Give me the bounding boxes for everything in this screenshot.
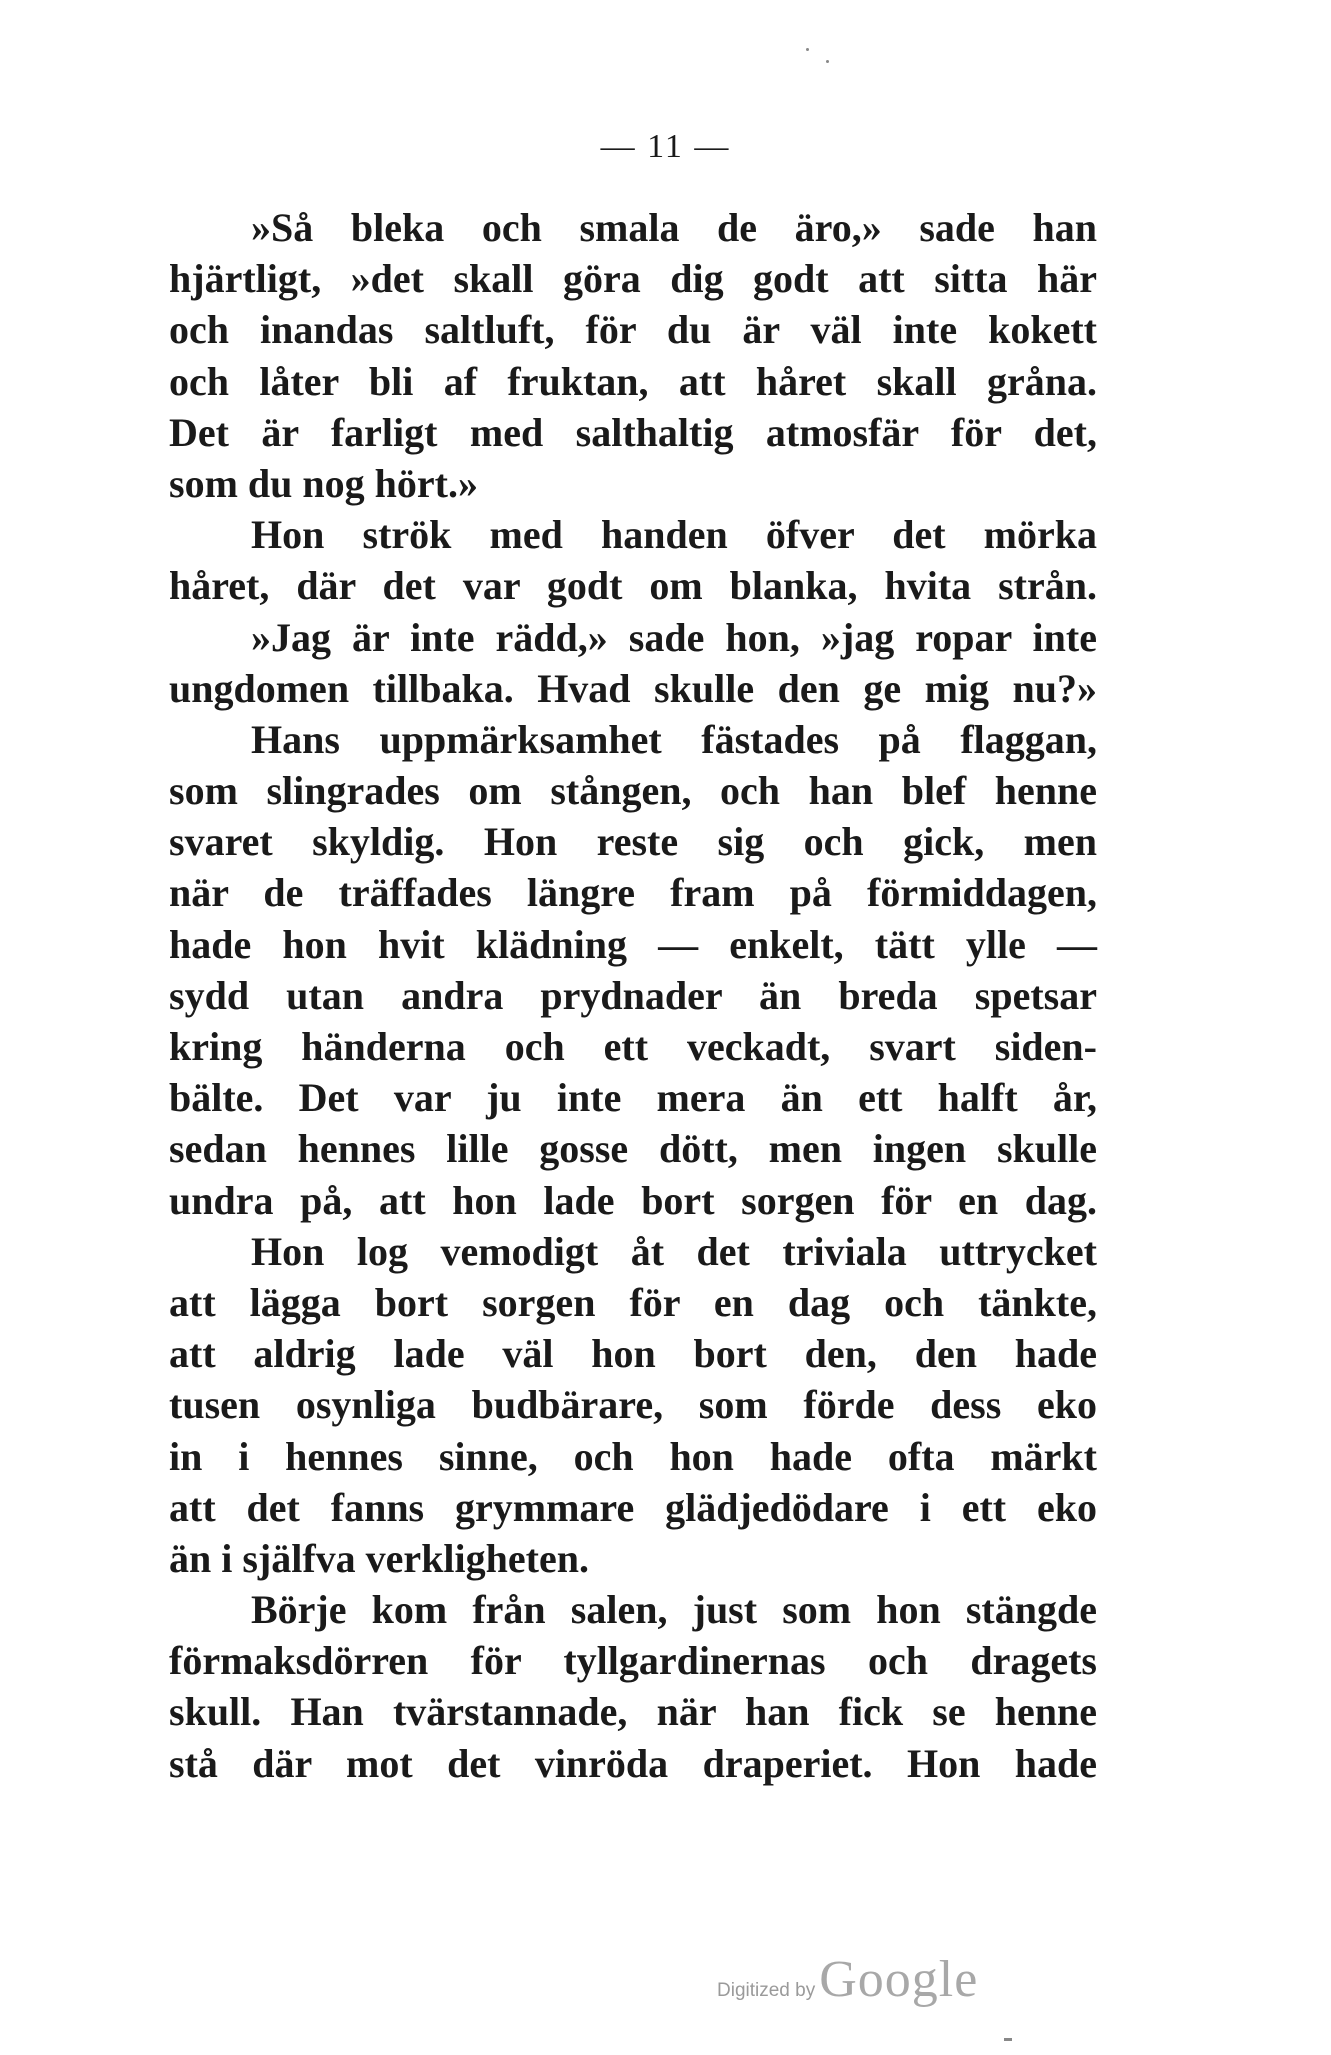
scan-speck [1004, 2038, 1012, 2041]
text-line: och låter bli af fruktan, att håret skall gråna. [169, 358, 1097, 404]
text-line: som slingrades om stången, och han blef henne [169, 768, 1097, 814]
text-line: när de träffades längre fram på förmiddagen, [169, 870, 1097, 916]
text-line: sydd utan andra prydnader än breda spetsar [169, 972, 1097, 1018]
text-line: undra på, att hon lade bort sorgen för en dag. [169, 1177, 1097, 1223]
text-line: Börje kom från salen, just som hon stängde [251, 1587, 1097, 1633]
text-line: hade hon hvit klädning — enkelt, tätt ylle — [169, 921, 1097, 967]
page-number: — 11 — [600, 128, 731, 165]
text-line: Det är farligt med salthaltig atmosfär för det, [169, 409, 1097, 455]
text-line: hjärtligt, »det skall göra dig godt att sitta här [169, 256, 1097, 302]
text-line: »Jag är inte rädd,» sade hon, »jag ropar inte [251, 614, 1097, 660]
google-logo: Google [819, 1951, 979, 2008]
text-line: att lägga bort sorgen för en dag och tänkte, [169, 1279, 1097, 1325]
text-line: att det fanns grymmare glädjedödare i ett eko [169, 1484, 1097, 1530]
text-line: stå där mot det vinröda draperiet. Hon hade [169, 1740, 1097, 1786]
text-line: Hans uppmärksamhet fästades på flaggan, [251, 716, 1097, 762]
text-line: ungdomen tillbaka. Hvad skulle den ge mig nu?» [169, 665, 1097, 711]
scan-speck [806, 48, 809, 51]
text-line: sedan hennes lille gosse dött, men ingen skulle [169, 1126, 1097, 1172]
text-line: förmaksdörren för tyllgardinernas och dragets [169, 1638, 1097, 1684]
text-line: Hon log vemodigt åt det triviala uttrycket [251, 1228, 1097, 1274]
body-text [169, 202, 1097, 1789]
text-line: håret, där det var godt om blanka, hvita strån. [169, 563, 1097, 609]
text-line: och inandas saltluft, för du är väl inte kokett [169, 307, 1097, 353]
digitized-by-watermark [717, 1950, 978, 2009]
text-line: som du nog hört.» [169, 460, 478, 506]
scan-speck [826, 60, 829, 63]
text-line: »Så bleka och smala de äro,» sade han [251, 205, 1097, 250]
text-line: bälte. Det var ju inte mera än ett halft år, [169, 1075, 1097, 1121]
text-line: tusen osynliga budbärare, som förde dess eko [169, 1382, 1097, 1428]
digitized-by-label: Digitized by [717, 1980, 816, 2001]
text-line: att aldrig lade väl hon bort den, den hade [169, 1331, 1097, 1377]
text-line: in i hennes sinne, och hon hade ofta märkt [169, 1433, 1097, 1479]
text-line: skull. Han tvärstannade, när han fick se henne [169, 1689, 1097, 1735]
text-line: än i själfva verkligheten. [169, 1535, 589, 1581]
text-line: Hon strök med handen öfver det mörka [251, 512, 1097, 558]
text-line: svaret skyldig. Hon reste sig och gick, men [169, 819, 1097, 865]
text-line: kring händerna och ett veckadt, svart siden- [169, 1024, 1097, 1069]
